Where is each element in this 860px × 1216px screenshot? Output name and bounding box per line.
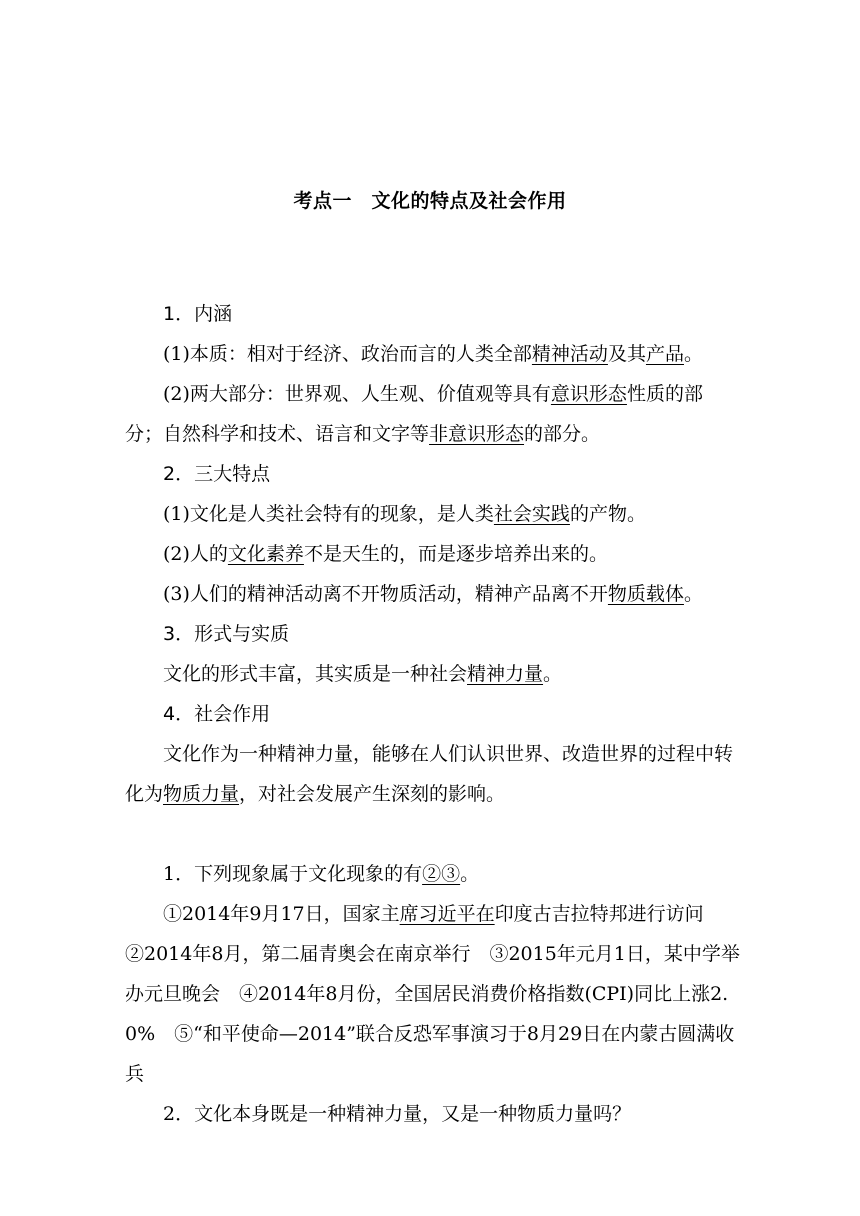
question-2: 2．文化本身既是一种精神力量，又是一种物质力量吗？ <box>163 1103 632 1125</box>
section-gap <box>125 814 740 854</box>
text-span: 印度古吉拉特邦进行访问 ②2014年8月，第二届青奥会在南京举行 ③2015年元月1日，某中学举办元旦晚会 ④2014年8月份，全国居民消费价格指数(CPI)同比上涨2.0% ⑤“和平使命—2014”联合反恐军事演习于8月29日在内蒙古圆满收兵 <box>125 903 740 1085</box>
text-span: 性质的部分；自然科学和技术、语言和文字等 <box>125 383 703 445</box>
text-span: (2)人的 <box>163 543 228 565</box>
answer-blank: 非意识形态 <box>429 423 525 445</box>
paragraph-feature-2 <box>125 534 740 574</box>
answer-blank: 文化素养 <box>227 543 304 565</box>
answer-blank: 物质载体 <box>607 583 684 605</box>
paragraph-form-essence <box>125 654 740 694</box>
text-span: 及其 <box>607 343 646 365</box>
answer-blank: 产品 <box>645 343 684 365</box>
text-span: 文化的形式丰富，其实质是一种社会 <box>163 663 468 685</box>
text-span: (3)人们的精神活动离不开物质活动，精神产品离不开 <box>163 583 608 605</box>
answer-blank: 精神力量 <box>467 663 544 685</box>
answer-blank: 精神活动 <box>531 343 608 365</box>
paragraph-feature-1 <box>125 494 740 534</box>
text-span: ①2014年9月17日，国家主 <box>163 903 400 925</box>
text-span: 。 <box>543 663 563 685</box>
question-1-options <box>125 894 740 1094</box>
text-span: (1)文化是人类社会特有的现象，是人类 <box>163 503 494 525</box>
text-span: 。 <box>460 863 480 885</box>
answer-blank: 社会实践 <box>493 503 570 525</box>
text-span: 文化作为一种精神力量，能够在人们认识世界、改造世界的过程中转化为 <box>125 743 734 805</box>
text-span: (2)两大部分：世界观、人生观、价值观等具有 <box>163 383 551 405</box>
section-heading-social-role: 4．社会作用 <box>163 703 271 725</box>
answer-blank: ②③ <box>422 863 461 885</box>
text-span: 。 <box>683 583 703 605</box>
answer-blank: 物质力量 <box>163 783 240 805</box>
text-span: 的部分。 <box>524 423 601 445</box>
text-span: 。 <box>683 343 703 365</box>
paragraph-essence <box>125 334 740 374</box>
section-heading-form-essence: 3．形式与实质 <box>163 623 290 645</box>
text-span: (1)本质：相对于经济、政治而言的人类全部 <box>163 343 532 365</box>
page-title: 考点一 文化的特点及社会作用 <box>293 190 567 212</box>
text-span: ，对社会发展产生深刻的影响。 <box>239 783 506 805</box>
underlined-text: 席习近平在 <box>399 903 495 925</box>
text-span: 不是天生的，而是逐步培养出来的。 <box>303 543 608 565</box>
text-span: 1．下列现象属于文化现象的有 <box>163 863 423 885</box>
section-heading-features: 2．三大特点 <box>163 463 271 485</box>
text-span: 的产物。 <box>569 503 646 525</box>
paragraph-social-role <box>125 734 740 814</box>
question-1 <box>125 854 740 894</box>
section-heading-connotation: 1．内涵 <box>163 303 233 325</box>
paragraph-feature-3 <box>125 574 740 614</box>
answer-blank: 意识形态 <box>550 383 627 405</box>
paragraph-two-parts <box>125 374 740 454</box>
content-body <box>125 294 740 1134</box>
